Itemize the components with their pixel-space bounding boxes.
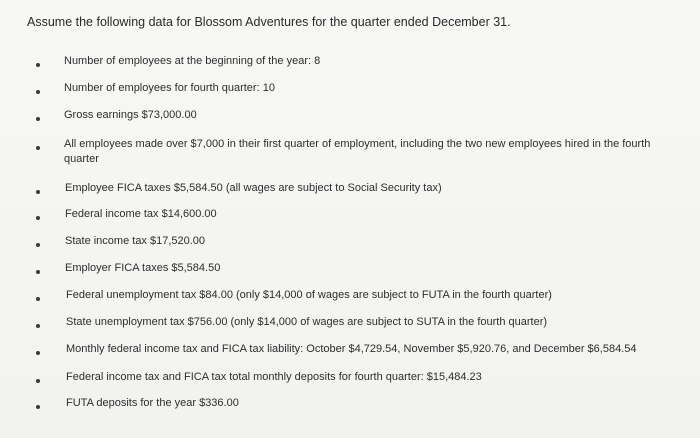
bullet-icon xyxy=(36,90,40,94)
list-item-text: All employees made over $7,000 in their first quarter of employment, including the two new employees hired in the fourth quarter xyxy=(64,138,651,165)
list-item-text: FUTA deposits for the year $336.00 xyxy=(66,397,239,409)
bullet-icon xyxy=(36,324,40,328)
bullet-icon xyxy=(36,405,40,409)
bullet-icon xyxy=(36,216,40,220)
bullet-icon xyxy=(36,379,40,383)
bullet-icon xyxy=(36,270,40,274)
list-item-text: Number of employees for fourth quarter: 10 xyxy=(64,82,275,94)
bullet-icon xyxy=(36,297,40,301)
list-item-text: State income tax $17,520.00 xyxy=(65,235,206,247)
bullet-icon xyxy=(36,146,40,150)
bullet-icon xyxy=(36,190,40,194)
bullet-icon xyxy=(36,63,40,67)
bullet-icon xyxy=(36,351,40,355)
list-item-text: Gross earnings $73,000.00 xyxy=(64,109,197,121)
list-item-text: Monthly federal income tax and FICA tax liability: October $4,729.54, November $5,920.76, and December $6,584.54 xyxy=(66,343,637,355)
list-item-text: Federal income tax and FICA tax total monthly deposits for fourth quarter: $15,484.23 xyxy=(66,371,482,383)
intro-text: Assume the following data for Blossom Adventures for the quarter ended December 31. xyxy=(27,15,511,29)
list-item-text: Employee FICA taxes $5,584.50 (all wages are subject to Social Security tax) xyxy=(65,182,442,194)
list-item-text: State unemployment tax $756.00 (only $14,000 of wages are subject to SUTA in the fourth quarter) xyxy=(66,316,548,328)
bullet-icon xyxy=(36,243,40,247)
list-item-text: Number of employees at the beginning of the year: 8 xyxy=(64,55,321,67)
list-item-text: Federal income tax $14,600.00 xyxy=(65,208,217,220)
list-item-text: Federal unemployment tax $84.00 (only $14,000 of wages are subject to FUTA in the fourth quarter) xyxy=(66,289,552,301)
list-item-text: Employer FICA taxes $5,584.50 xyxy=(65,262,221,274)
bullet-icon xyxy=(36,117,40,121)
